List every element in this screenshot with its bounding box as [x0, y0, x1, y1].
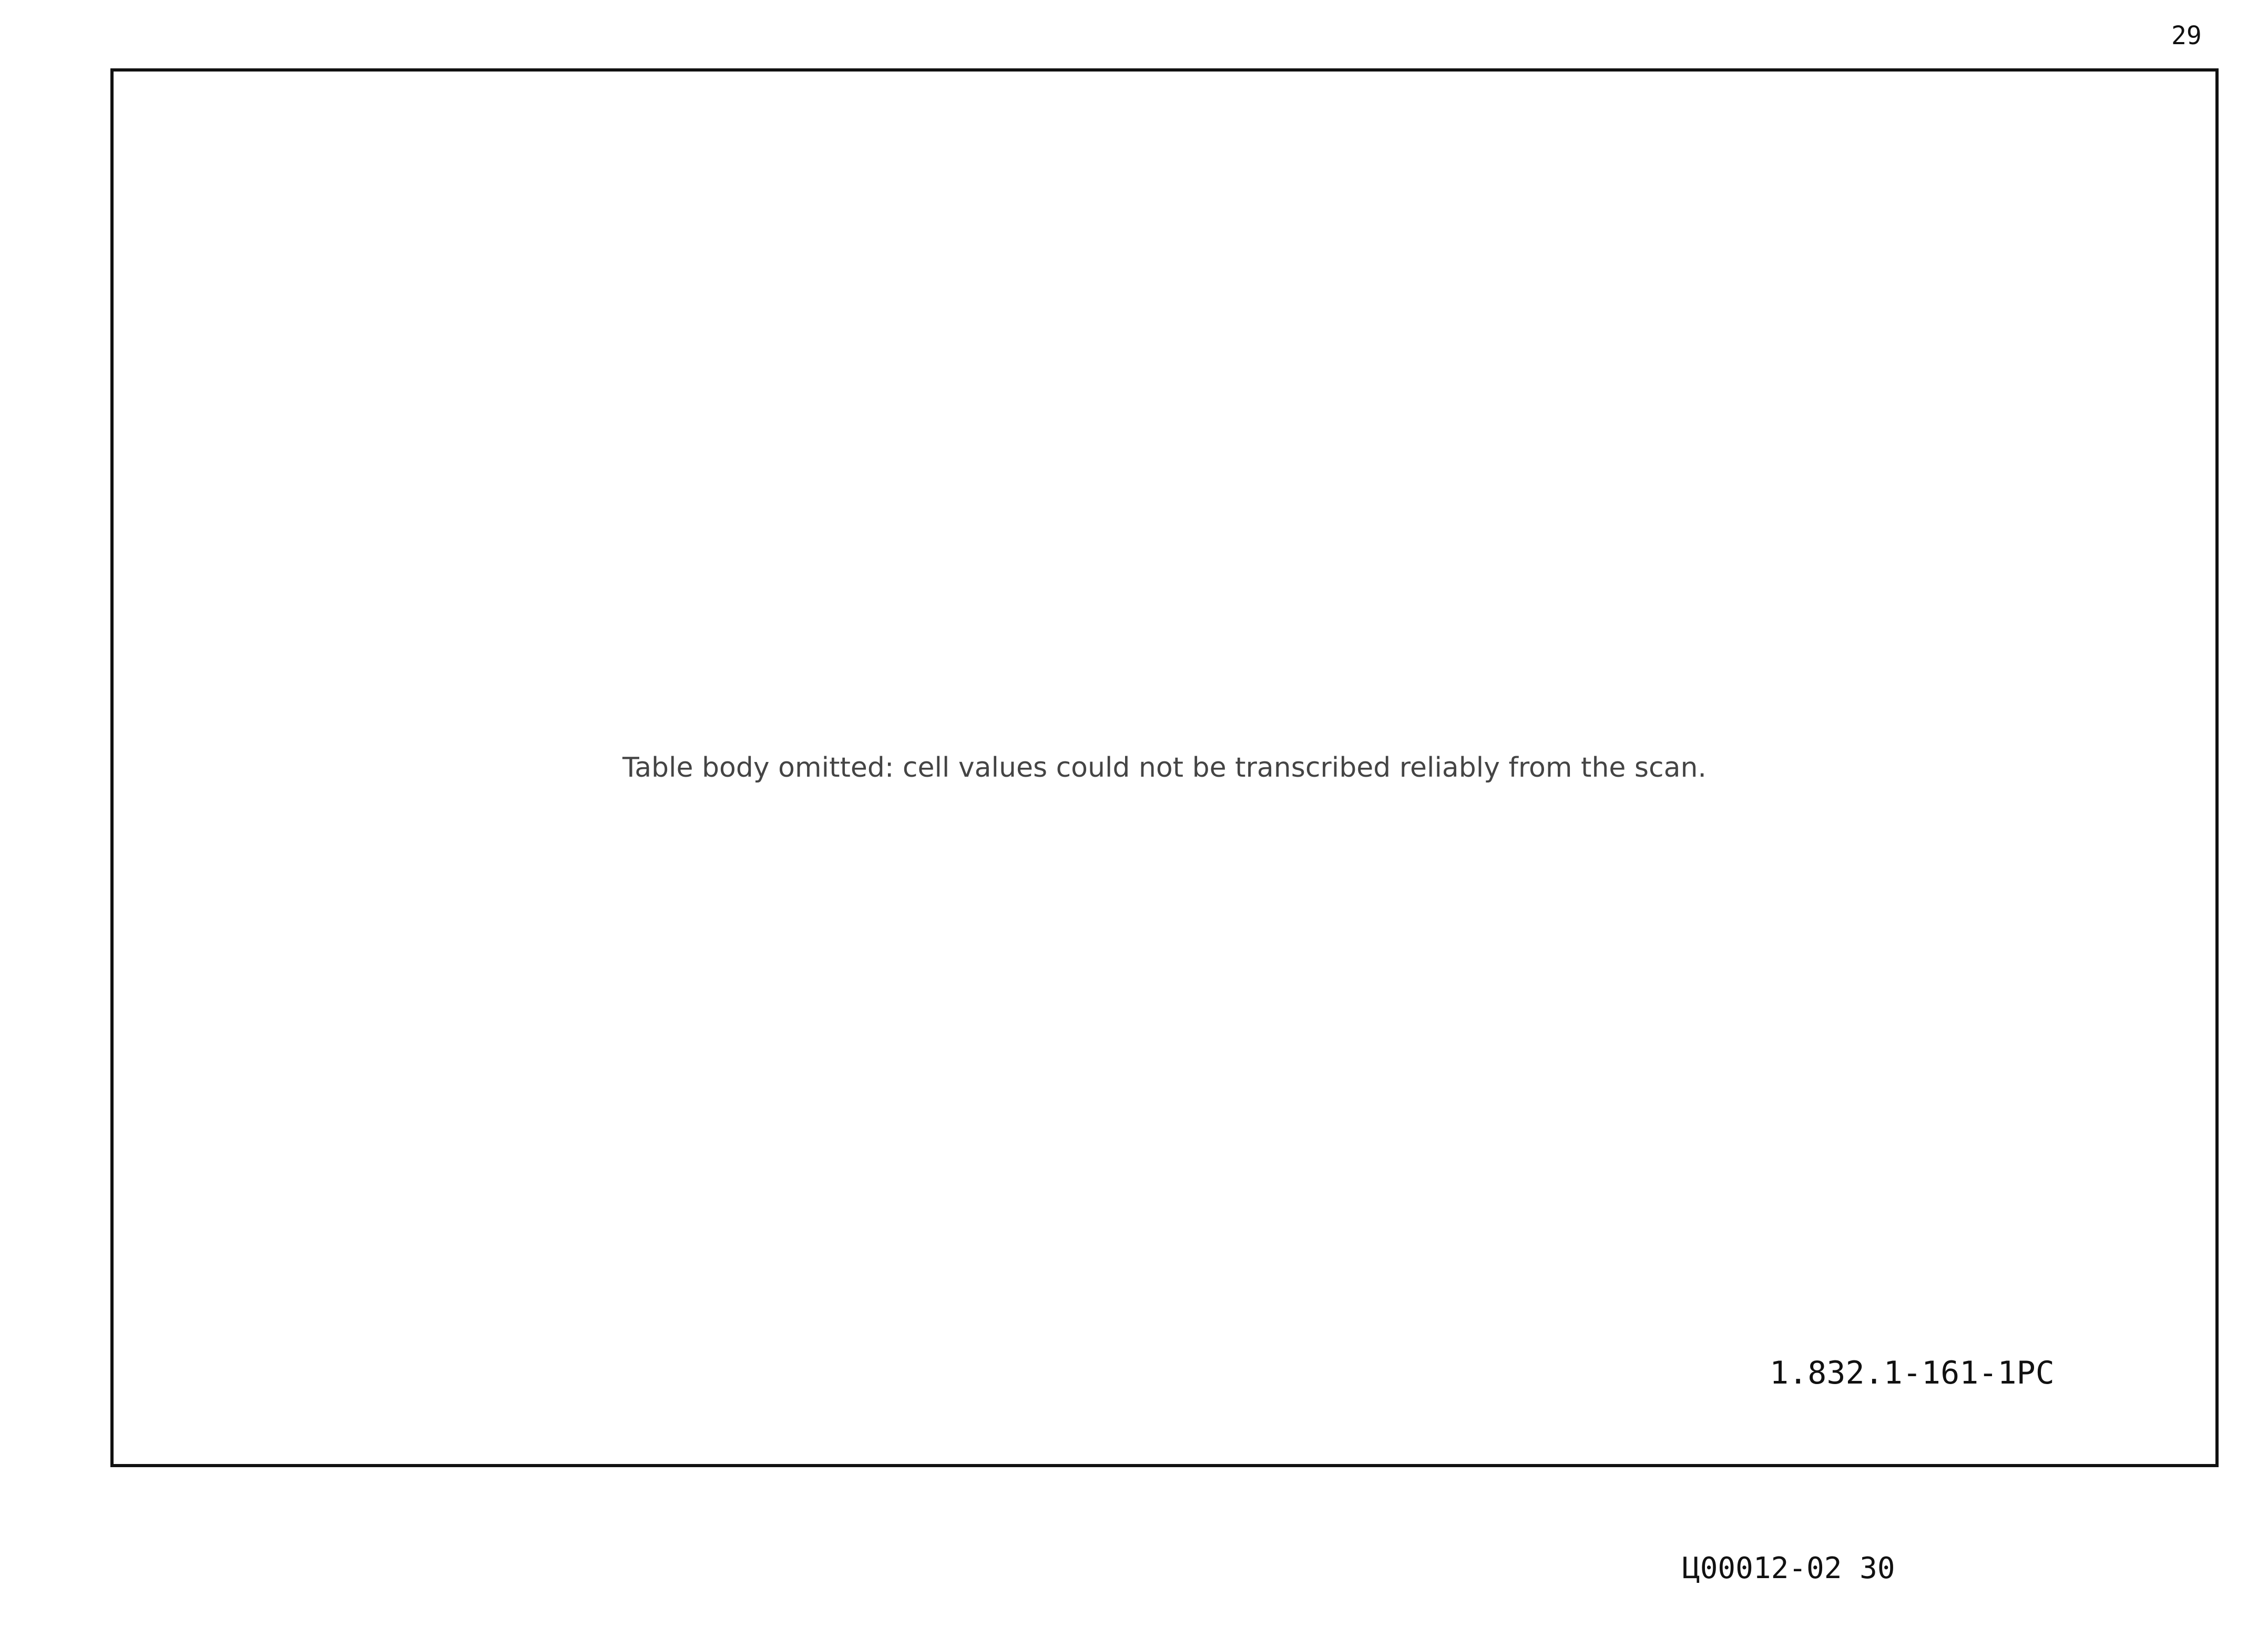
page-number: 29	[2171, 21, 2202, 50]
drawing-sheet	[110, 68, 2219, 1467]
document-code: 1.832.1-161-1РС	[1770, 1355, 2055, 1391]
placeholder-notice: Table body omitted: cell values could not be transcribed reliably from the scan.	[622, 752, 1707, 784]
bottom-code: Ц00012-02 30	[1682, 1551, 1895, 1585]
